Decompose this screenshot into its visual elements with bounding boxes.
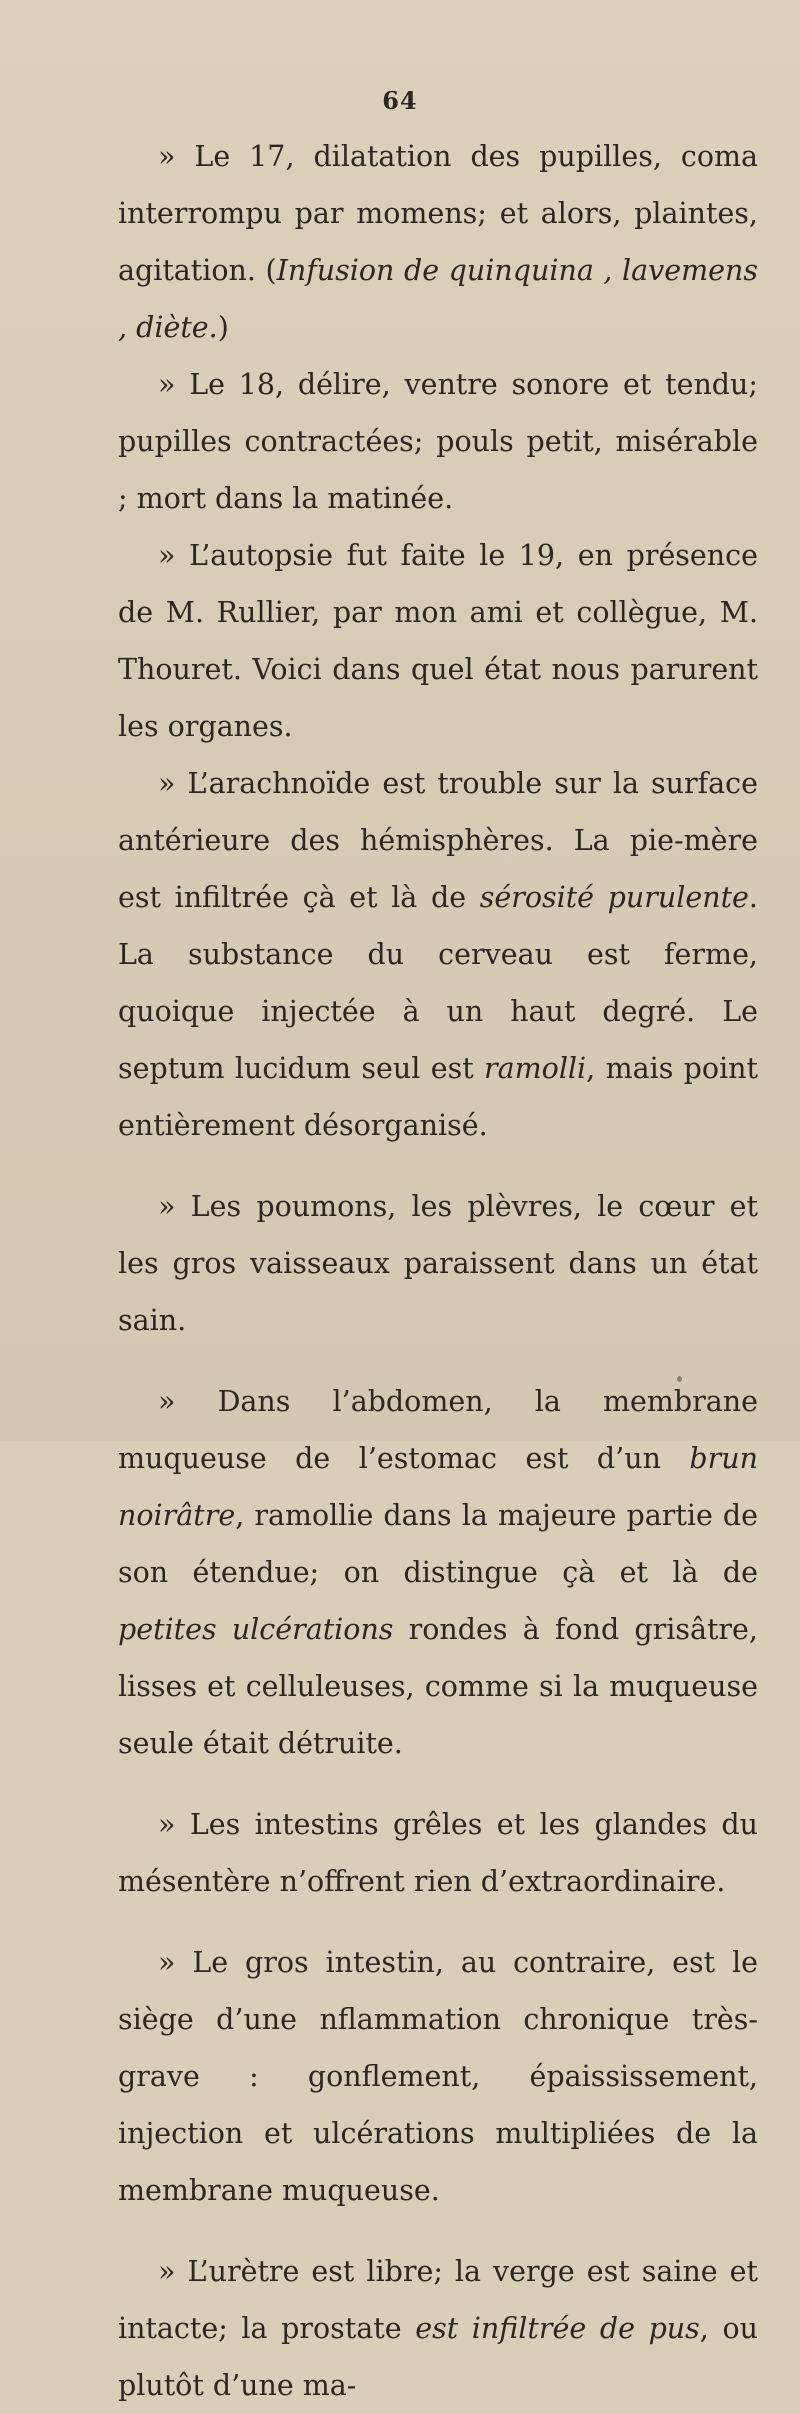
- italic-text-run: est infiltrée de pus: [415, 2312, 700, 2345]
- text-run: , ou plutôt d’une ma-: [118, 2312, 758, 2402]
- paragraph-day-17: [118, 128, 758, 356]
- italic-text-run: petites ulcérations: [118, 1613, 394, 1646]
- page-number: 64: [382, 86, 418, 115]
- paragraph-lungs: [118, 1178, 758, 1349]
- paragraph-urethra: [118, 2243, 758, 2414]
- text-run: » Le 18, délire, ventre sonore et tendu; pupilles contractées; pouls petit, misérable ; mort dans la matinée.: [118, 368, 758, 515]
- text-run: » Le 17, dilatation des pupilles, coma interrompu par momens; et alors, plaintes, agitation. (: [118, 140, 758, 287]
- paragraph-large-intestine: [118, 1934, 758, 2219]
- text-run: » Les intestins grêles et les glandes du mésentère n’offrent rien d’extraordinaire.: [118, 1808, 758, 1898]
- text-run: » L’arachnoïde est trouble sur la surface antérieure des hémisphères. La pie-mère est infiltrée çà et là de: [118, 767, 758, 914]
- paragraph-arachnoid: [118, 755, 758, 1154]
- paragraph-autopsy: [118, 527, 758, 755]
- text-run: » Les poumons, les plèvres, le cœur et les gros vaisseaux paraissent dans un état sain.: [118, 1190, 758, 1337]
- paragraph-small-intestine: [118, 1796, 758, 1910]
- text-run: » L’autopsie fut faite le 19, en présence de M. Rullier, par mon ami et collègue, M. Thouret. Voici dans quel état nous parurent les organes.: [118, 539, 758, 743]
- text-run: » Dans l’abdomen, la membrane muqueuse de l’estomac est d’un: [118, 1385, 758, 1475]
- paragraph-abdomen: [118, 1373, 758, 1772]
- text-run: rondes à fond grisâtre, lisses et celluleuses, comme si la muqueuse seule était détruite.: [118, 1613, 758, 1760]
- italic-text-run: brun noirâtre: [118, 1442, 758, 1532]
- text-run: , ramollie dans la majeure partie de son étendue; on distingue çà et là de: [118, 1499, 758, 1589]
- text-run: » L’urètre est libre; la verge est saine et intacte; la prostate: [118, 2255, 758, 2345]
- body-text: [118, 128, 758, 2414]
- text-run: ): [217, 311, 229, 344]
- text-run: , mais point entièrement désorganisé.: [118, 1052, 758, 1142]
- italic-text-run: ramolli: [484, 1052, 587, 1085]
- paragraph-day-18: [118, 356, 758, 527]
- text-run: » Le gros intestin, au contraire, est le siège d’une nflammation chronique très-grave : gonflement, épaississement, injection et ulcérations multipliées de la membrane muqueuse.: [118, 1946, 758, 2207]
- italic-text-run: sérosité purulente: [479, 881, 749, 914]
- italic-text-run: Infusion de quinquina , lavemens , diète.: [118, 254, 758, 344]
- paper-speck: [677, 1376, 682, 1382]
- text-run: . La substance du cerveau est ferme, quoique injectée à un haut degré. Le septum lucidum seul est: [118, 881, 758, 1085]
